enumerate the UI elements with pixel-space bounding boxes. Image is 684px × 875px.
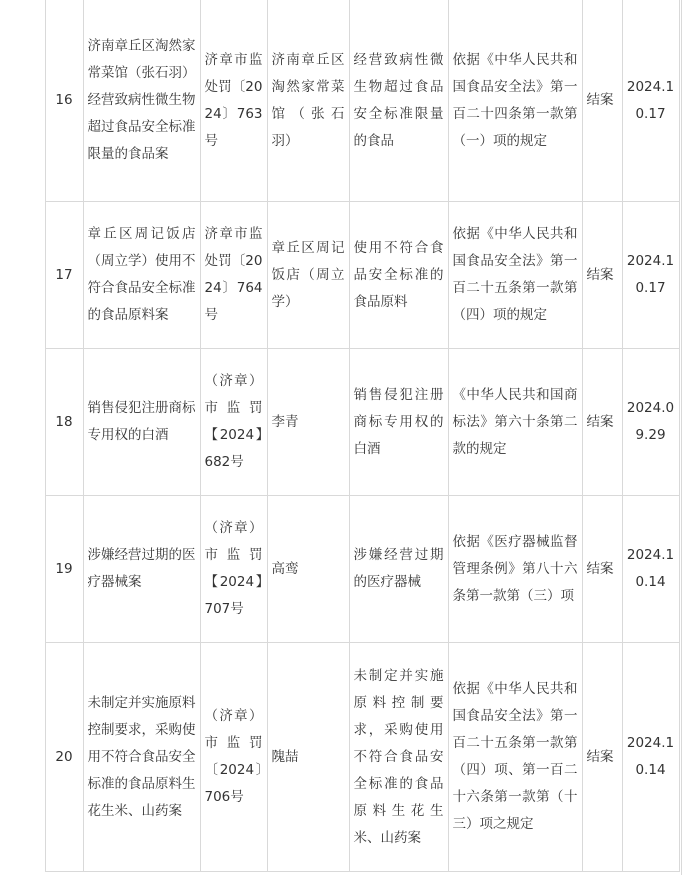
violation-cell: 涉嫌经营过期的医疗器械 (349, 496, 448, 643)
case-name-cell: 销售侵犯注册商标专用权的白酒 (83, 349, 200, 496)
doc-number-cell: （济章）市监罚【2024】682号 (200, 349, 267, 496)
table-row (3, 0, 679, 202)
row-index: 18 (45, 349, 83, 496)
row-index: 17 (45, 202, 83, 349)
party-cell: 李青 (267, 349, 349, 496)
table-row (3, 349, 679, 496)
status-cell: 结案 (582, 643, 622, 872)
left-margin-cell (3, 0, 45, 202)
legal-basis-cell: 《中华人民共和国商标法》第六十条第二款的规定 (448, 349, 582, 496)
penalty-records-table (3, 0, 680, 872)
violation-cell: 未制定并实施原料控制要求，采购使用不符合食品安全标准的食品原料生花生米、山药案 (349, 643, 448, 872)
doc-number-cell: （济章）市监罚【2024】707号 (200, 496, 267, 643)
status-cell: 结案 (582, 349, 622, 496)
left-margin-cell (3, 643, 45, 872)
row-index: 16 (45, 0, 83, 202)
party-cell: 济南章丘区淘然家常菜馆（张石羽） (267, 0, 349, 202)
status-cell: 结案 (582, 0, 622, 202)
status-cell: 结案 (582, 202, 622, 349)
status-cell: 结案 (582, 496, 622, 643)
doc-number-cell: （济章）市监罚〔2024〕706号 (200, 643, 267, 872)
case-name-cell: 涉嫌经营过期的医疗器械案 (83, 496, 200, 643)
date-cell: 2024.10.17 (622, 0, 679, 202)
case-name-cell: 章丘区周记饭店（周立学）使用不符合食品安全标准的食品原料案 (83, 202, 200, 349)
table-row (3, 202, 679, 349)
right-border-line (681, 0, 682, 875)
legal-basis-cell: 依据《医疗器械监督管理条例》第八十六条第一款第（三）项 (448, 496, 582, 643)
date-cell: 2024.09.29 (622, 349, 679, 496)
row-index: 19 (45, 496, 83, 643)
table-row (3, 643, 679, 872)
violation-cell: 销售侵犯注册商标专用权的白酒 (349, 349, 448, 496)
date-cell: 2024.10.14 (622, 496, 679, 643)
doc-number-cell: 济章市监处罚〔2024〕764号 (200, 202, 267, 349)
violation-cell: 经营致病性微生物超过食品安全标准限量的食品 (349, 0, 448, 202)
doc-number-cell: 济章市监处罚〔2024〕763号 (200, 0, 267, 202)
legal-basis-cell: 依据《中华人民共和国食品安全法》第一百二十五条第一款第（四）项的规定 (448, 202, 582, 349)
violation-cell: 使用不符合食品安全标准的食品原料 (349, 202, 448, 349)
party-cell: 章丘区周记饭店（周立学） (267, 202, 349, 349)
left-margin-cell (3, 349, 45, 496)
legal-basis-cell: 依据《中华人民共和国食品安全法》第一百二十五条第一款第（四）项、第一百二十六条第一款第（十三）项之规定 (448, 643, 582, 872)
legal-basis-cell: 依据《中华人民共和国食品安全法》第一百二十四条第一款第（一）项的规定 (448, 0, 582, 202)
date-cell: 2024.10.17 (622, 202, 679, 349)
case-name-cell: 济南章丘区淘然家常菜馆（张石羽）经营致病性微生物超过食品安全标准限量的食品案 (83, 0, 200, 202)
left-margin-cell (3, 496, 45, 643)
party-cell: 高鸾 (267, 496, 349, 643)
left-margin-cell (3, 202, 45, 349)
date-cell: 2024.10.14 (622, 643, 679, 872)
party-cell: 隗喆 (267, 643, 349, 872)
table-row (3, 496, 679, 643)
case-name-cell: 未制定并实施原料控制要求，采购使用不符合食品安全标准的食品原料生花生米、山药案 (83, 643, 200, 872)
row-index: 20 (45, 643, 83, 872)
